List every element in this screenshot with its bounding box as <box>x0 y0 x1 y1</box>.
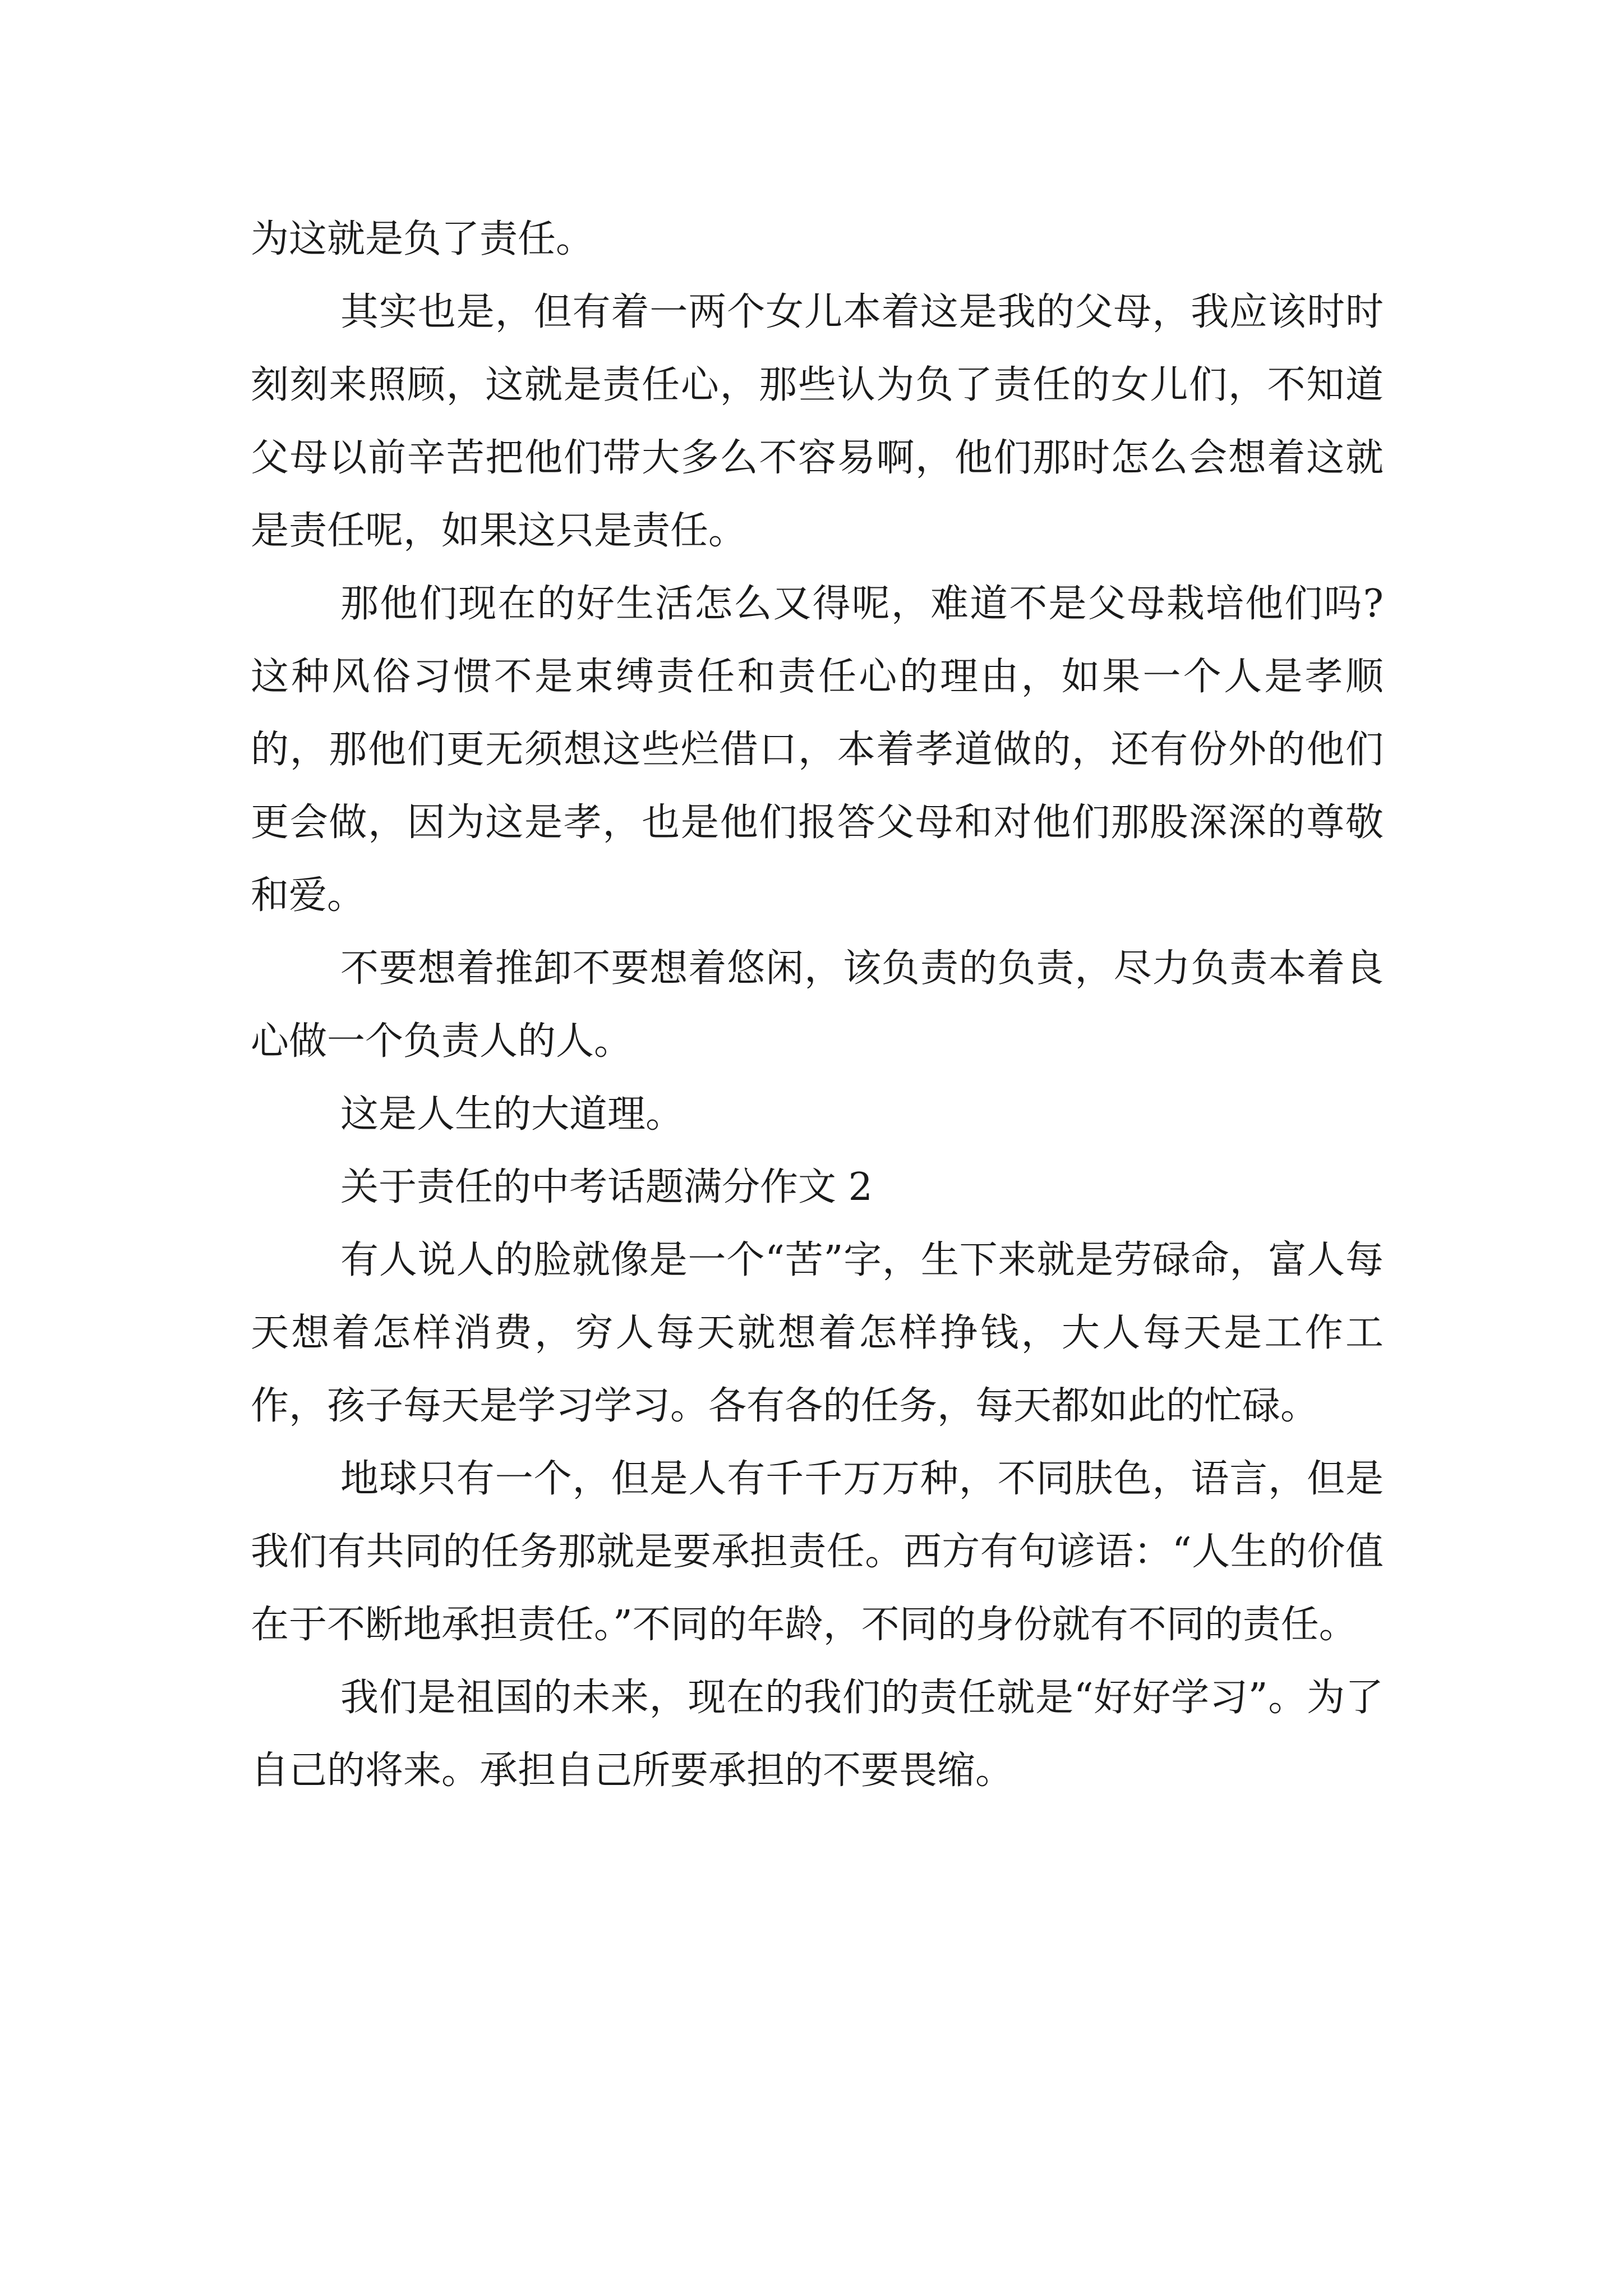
paragraph-3: 那他们现在的好生活怎么又得呢，难道不是父母栽培他们吗?这种风俗习惯不是束缚责任和责任心的理由，如果一个人是孝顺的，那他们更无须想这些烂借口，本着孝道做的，还有份外的他们更会做，因为这是孝，也是他们报答父母和对他们那股深深的尊敬和爱。 <box>251 582 1384 918</box>
paragraph-1: 为这就是负了责任。 <box>251 217 594 261</box>
paragraph-8: 我们是祖国的未来，现在的我们的责任就是“好好学习”。为了自己的将来。承担自己所要承担的不要畏缩。 <box>251 1676 1384 1793</box>
section-heading: 关于责任的中考话题满分作文 2 <box>340 1165 873 1209</box>
paragraph-4: 不要想着推卸不要想着悠闲，该负责的负责，尽力负责本着良心做一个负责人的人。 <box>251 946 1384 1064</box>
paragraph-6: 有人说人的脸就像是一个“苦”字，生下来就是劳碌命，富人每天想着怎样消费，穷人每天就想着怎样挣钱，大人每天是工作工作，孩子每天是学习学习。各有各的任务，每天都如此的忙碌。 <box>251 1238 1384 1428</box>
paragraph-2: 其实也是，但有着一两个女儿本着这是我的父母，我应该时时刻刻来照顾，这就是责任心，那些认为负了责任的女儿们，不知道父母以前辛苦把他们带大多么不容易啊，他们那时怎么会想着这就是责任呢，如果这只是责任。 <box>251 290 1384 553</box>
document-body <box>251 203 1384 1807</box>
paragraph-7: 地球只有一个，但是人有千千万万种，不同肤色，语言，但是我们有共同的任务那就是要承担责任。西方有句谚语：“人生的价值在于不断地承担责任。”不同的年龄，不同的身份就有不同的责任。 <box>251 1457 1384 1647</box>
paragraph-5: 这是人生的大道理。 <box>340 1092 684 1137</box>
